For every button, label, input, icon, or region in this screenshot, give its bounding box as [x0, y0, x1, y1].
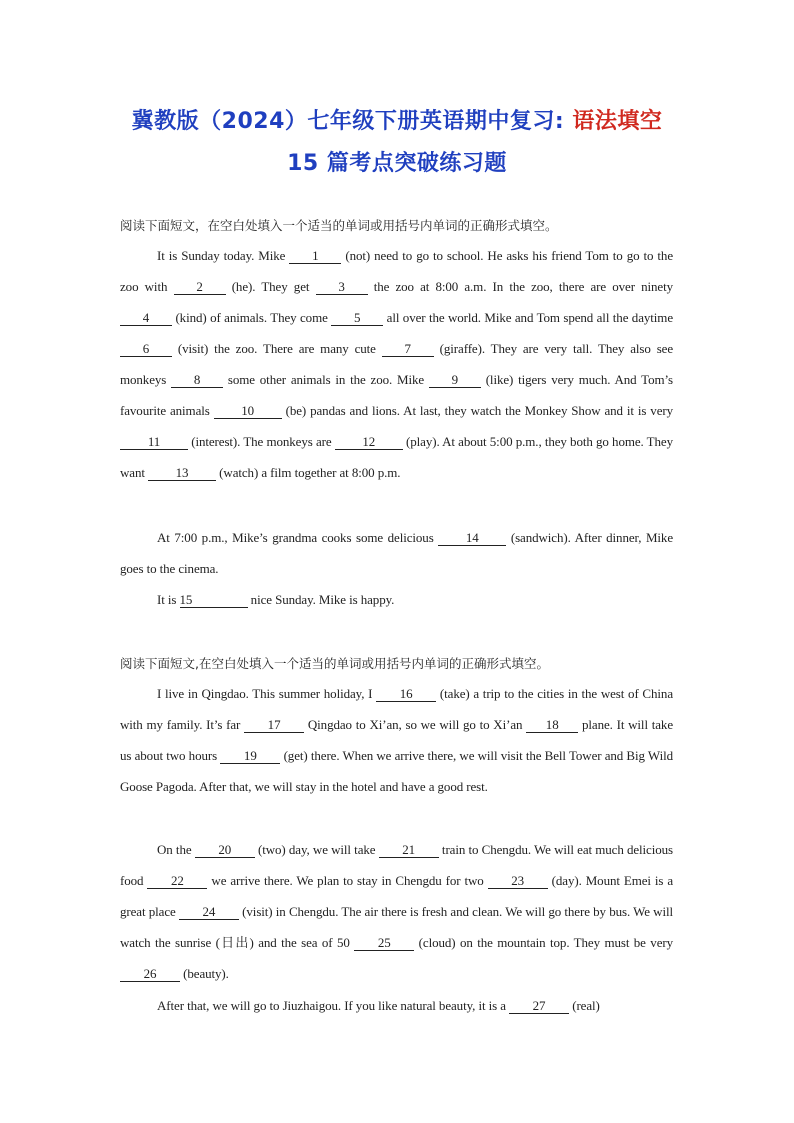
blank-23[interactable]: 23	[488, 874, 548, 889]
text: On the	[157, 842, 195, 857]
text: (be) pandas and lions. At last, they watch the Monkey Show and it is very	[281, 403, 674, 418]
blank-7[interactable]: 7	[382, 342, 434, 357]
text: (day). Mount Emei is a great place	[120, 873, 673, 919]
document-subtitle	[0, 146, 794, 177]
text: train to Chengdu. We will eat much delicious food	[120, 842, 673, 888]
blank-14[interactable]: 14	[438, 531, 506, 546]
text: (not) need to go to school. He asks his friend Tom to go to the zoo with	[120, 248, 673, 294]
text: nice Sunday. Mike is happy.	[247, 592, 395, 607]
text: we arrive there. We plan to stay in Chengdu for two	[207, 873, 488, 888]
text: (visit) the zoo. There are many cute	[172, 341, 382, 356]
blank-18[interactable]: 18	[526, 718, 578, 733]
blank-17[interactable]: 17	[244, 718, 304, 733]
blank-8[interactable]: 8	[171, 373, 223, 388]
text: (real)	[569, 998, 600, 1013]
text: (take) a trip to the cities in the west of China with my family. It’s far	[120, 686, 673, 732]
text: I live in Qingdao. This summer holiday, I	[157, 686, 377, 701]
blank-16[interactable]: 16	[376, 687, 436, 702]
passage1-paragraph3	[120, 584, 673, 615]
blank-1[interactable]: 1	[289, 249, 341, 264]
blank-26[interactable]: 26	[120, 967, 180, 982]
text: (two) day, we will take	[254, 842, 379, 857]
text: It is	[157, 592, 180, 607]
blank-6[interactable]: 6	[120, 342, 172, 357]
text: (watch) a film together at 8:00 p.m.	[216, 465, 401, 480]
passage1-instruction: 阅读下面短文，在空白处填入一个适当的单词或用括号内单词的正确形式填空。	[120, 218, 558, 233]
title-line2: 15 篇考点突破练习题	[287, 151, 507, 176]
blank-4[interactable]: 4	[120, 311, 172, 326]
blank-21[interactable]: 21	[379, 843, 439, 858]
text: (interest). The monkeys are	[188, 434, 335, 449]
text: At 7:00 p.m., Mike’s grandma cooks some delicious	[157, 530, 439, 545]
blank-27[interactable]: 27	[509, 999, 569, 1014]
text: (get) there. When we arrive there, we will visit the Bell Tower and Big Wild Goose Pagoda. After that, we will stay in the hotel and have a good rest.	[120, 748, 673, 794]
blank-25[interactable]: 25	[354, 936, 414, 951]
text: the zoo at 8:00 a.m. In the zoo, there are over ninety	[367, 279, 674, 294]
text: (beauty).	[180, 966, 229, 981]
passage2-instruction: 阅读下面短文,在空白处填入一个适当的单词或用括号内单词的正确形式填空。	[120, 656, 549, 671]
passage2-paragraph3	[120, 990, 673, 1021]
title-main: 冀教版（2024）七年级下册英语期中复习:	[131, 109, 573, 134]
text: After that, we will go to Jiuzhaigou. If you like natural beauty, it is a	[157, 998, 510, 1013]
passage1-paragraph1	[120, 240, 673, 488]
title-highlight: 语法填空	[572, 109, 663, 134]
text: (kind) of animals. They come	[172, 310, 332, 325]
passage1-paragraph2	[120, 522, 673, 584]
blank-20[interactable]: 20	[195, 843, 255, 858]
blank-24[interactable]: 24	[179, 905, 239, 920]
text: plane. It will take us about two hours	[120, 717, 673, 763]
text: (play). At about 5:00 p.m., they both go home. They want	[120, 434, 673, 480]
text: (like) tigers very much. And Tom’s favourite animals	[120, 372, 673, 418]
blank-19[interactable]: 19	[220, 749, 280, 764]
document-title	[0, 104, 794, 135]
text: (he). They get	[225, 279, 316, 294]
passage2-paragraph1	[120, 678, 673, 802]
blank-22[interactable]: 22	[147, 874, 207, 889]
text: Qingdao to Xi’an, so we will go to Xi’an	[304, 717, 527, 732]
blank-12[interactable]: 12	[335, 435, 403, 450]
blank-10[interactable]: 10	[214, 404, 282, 419]
blank-5[interactable]: 5	[331, 311, 383, 326]
blank-15[interactable]: 15	[180, 593, 248, 608]
blank-11[interactable]: 11	[120, 435, 188, 450]
text: (cloud) on the mountain top. They must be very	[414, 935, 673, 950]
text: (giraffe). They are very tall. They also see monkeys	[120, 341, 673, 387]
blank-9[interactable]: 9	[429, 373, 481, 388]
text: (visit) in Chengdu. The air there is fresh and clean. We will go there by bus. We will watch the sunrise (日出) and the sea of 50	[120, 904, 673, 950]
text: all over the world. Mike and Tom spend all the daytime	[383, 310, 673, 325]
text: It is Sunday today. Mike	[157, 248, 290, 263]
text: some other animals in the zoo. Mike	[223, 372, 429, 387]
blank-2[interactable]: 2	[174, 280, 226, 295]
blank-13[interactable]: 13	[148, 466, 216, 481]
passage2-paragraph2	[120, 834, 673, 989]
blank-3[interactable]: 3	[316, 280, 368, 295]
text: (sandwich). After dinner, Mike goes to the cinema.	[120, 530, 674, 576]
